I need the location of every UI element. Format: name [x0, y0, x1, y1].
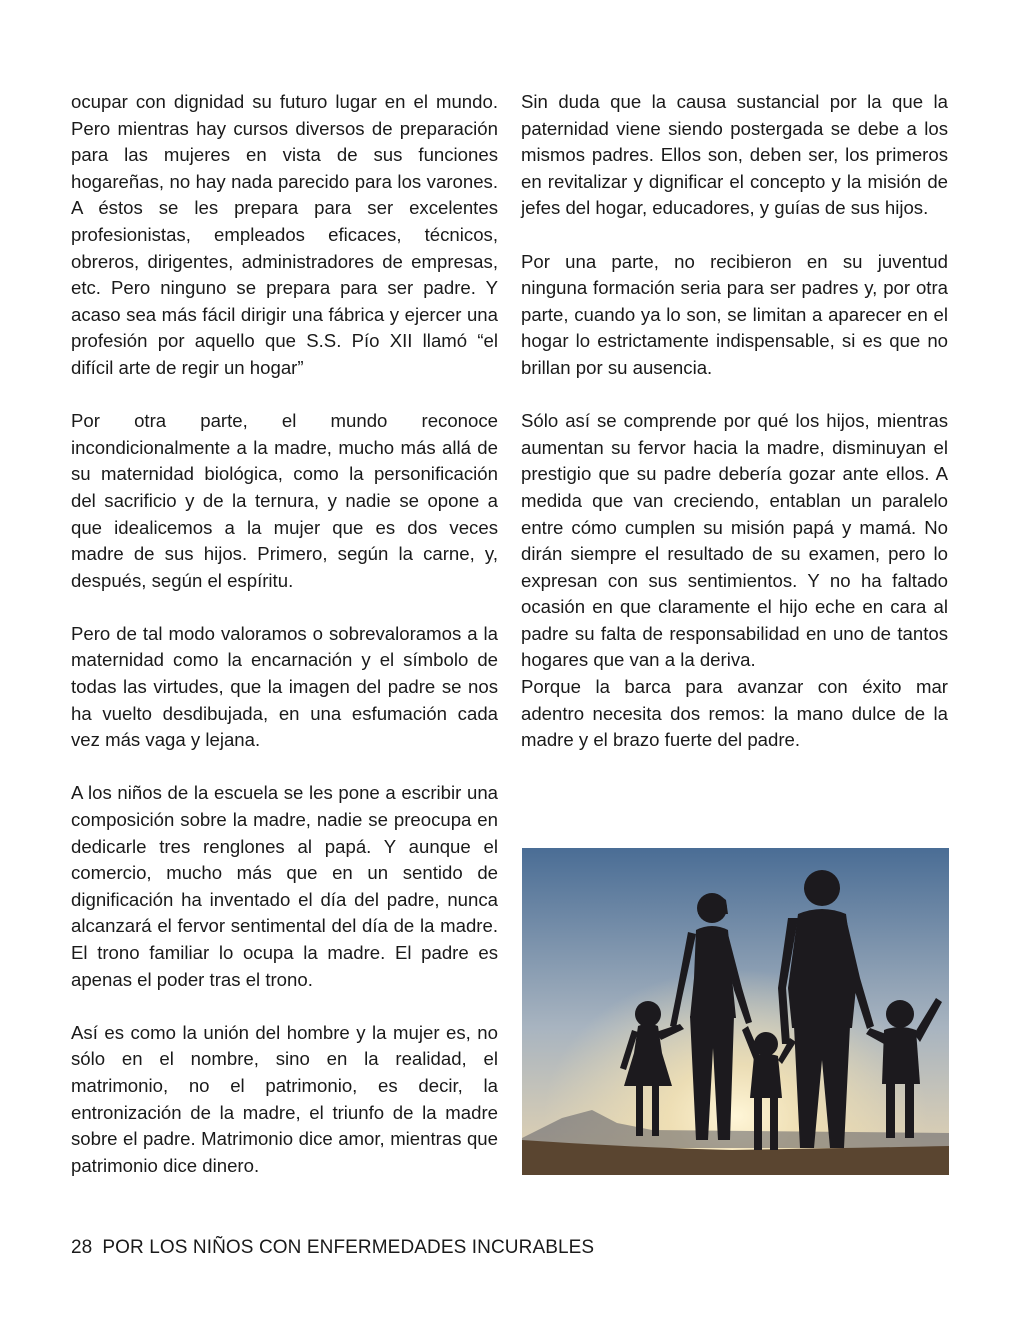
family-silhouette-photo — [522, 848, 949, 1175]
paragraph: ocupar con dignidad su futuro lugar en el mundo. Pero mientras hay cursos diversos de preparación para las mujeres en vista de sus funciones hogareñas, no hay nada parecido para los varones. A éstos se les prepara para ser excelentes profesionistas, empleados eficaces, técnicos, obreros, dirigentes, administradores de empresas, etc. Pero ninguno se prepara para ser padre. Y acaso sea más fácil dirigir una fábrica y ejercer una profesión por aquello que S.S. Pío XII llamó “el difícil arte de regir un hogar” — [71, 91, 498, 378]
left-column — [71, 89, 498, 1206]
paragraph: A los niños de la escuela se les pone a escribir una composición sobre la madre, nadie se preocupa en dedicarle tres renglones al papá. Y aunque el comercio, mucho más que en un sentido de dignificación ha inventado el día del padre, nunca alcanzará el fervor sentimental del día de la madre. El trono familiar lo ocupa la madre. El padre es apenas el poder tras el trono. — [71, 782, 498, 990]
paragraph: Sólo así se comprende por qué los hijos, mientras aumentan su fervor hacia la madre, disminuyan el prestigio que su padre debería gozar ante ellos. A medida que van creciendo, entablan un paralelo entre cómo cumplen su misión papá y mamá. No dirán siempre el resultado de su examen, pero lo expresan con sus sentimientos. Y no ha faltado ocasión en que claramente el hijo eche en cara al padre su falta de responsabilidad en uno de tantos hogares que van a la deriva. — [521, 410, 948, 671]
page-footer — [71, 1237, 594, 1259]
paragraph: Así es como la unión del hombre y la mujer es, no sólo en el nombre, sino en la realidad, el matrimonio, no el patrimonio, es decir, la entronización de la madre, el triunfo de la madre sobre el padre. Matrimonio dice amor, mientras que patrimonio dice dinero. — [71, 1021, 498, 1176]
publication-title: POR LOS NIÑOS CON ENFERMEDADES INCURABLES — [102, 1237, 595, 1258]
right-column — [521, 89, 948, 780]
paragraph: Sin duda que la causa sustancial por la que la paternidad viene siendo postergada se debe a los mismos padres. Ellos son, deben ser, los primeros en revitalizar y dignificar el concepto y la misión de jefes del hogar, educadores, y guías de sus hijos. — [521, 91, 948, 219]
paragraph: Por otra parte, el mundo reconoce incondicionalmente a la madre, mucho más allá de su maternidad biológica, como la personificación del sacrificio y de la ternura, y nadie se opone a que idealicemos a la mujer que es dos veces madre de sus hijos. Primero, según la carne, y, después, según el espíritu. — [71, 410, 498, 591]
paragraph: Porque la barca para avanzar con éxito mar adentro necesita dos remos: la mano dulce de la madre y el brazo fuerte del padre. — [521, 676, 948, 751]
page-number: 28 — [71, 1237, 93, 1258]
paragraph: Pero de tal modo valoramos o sobrevaloramos a la maternidad como la encarnación y el símbolo de todas las virtudes, que la imagen del padre se nos ha vuelto desdibujada, en una esfumación cada vez más vaga y lejana. — [71, 622, 498, 751]
paragraph: Por una parte, no recibieron en su juventud ninguna formación seria para ser padres y, por otra parte, cuando ya lo son, se limitan a aparecer en el hogar lo estrictamente indispensable, si es que no brillan por su ausencia. — [521, 250, 948, 378]
